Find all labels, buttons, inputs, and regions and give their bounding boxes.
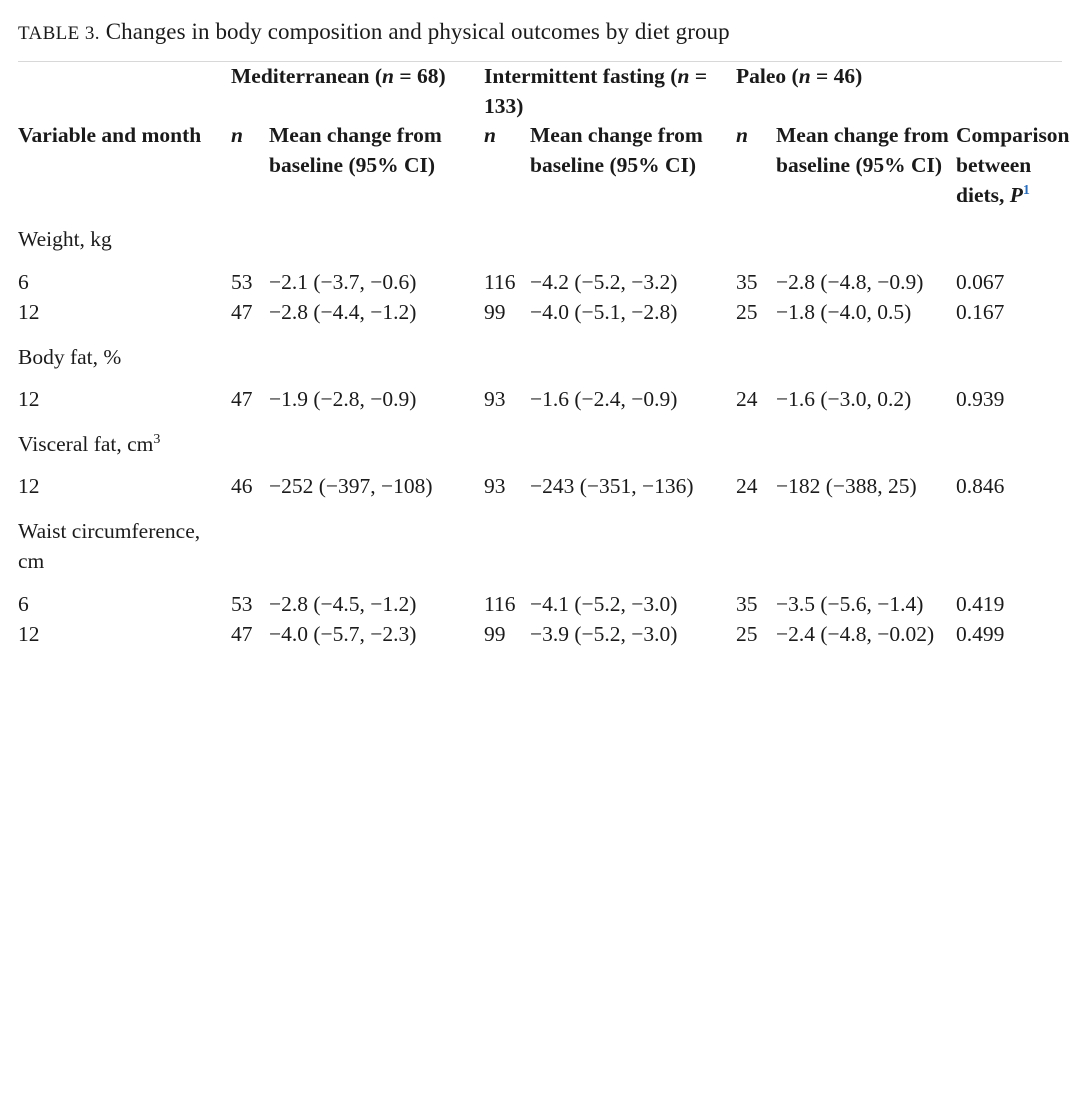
table-row	[18, 589, 1062, 620]
mean-change-mediterranean: −2.1 (−3.7, −0.6)	[269, 269, 417, 294]
n-paleo: 35	[736, 269, 758, 294]
mean-change-intermittent-fasting: −4.0 (−5.1, −2.8)	[530, 300, 678, 325]
comparison-p-italic: P	[1009, 182, 1023, 207]
n-mediterranean: 53	[231, 269, 253, 294]
table-row	[18, 384, 1062, 415]
section-label: Visceral fat, $cm^3$	[18, 431, 161, 456]
group-header-spacer-right	[956, 62, 1062, 122]
mean-change-intermittent-fasting: −4.2 (−5.2, −3.2)	[530, 269, 678, 294]
n-paleo: 24	[736, 387, 758, 412]
mean-change-paleo: −1.6 (−3.0, 0.2)	[776, 387, 912, 412]
n-intermittent-fasting: 99	[484, 622, 506, 647]
column-header-n-2: n	[484, 123, 496, 148]
group-1-n-rest: = 133)	[484, 64, 708, 118]
mean-change-paleo: −2.8 (−4.8, −0.9)	[776, 269, 924, 294]
p-value: 0.939	[956, 387, 1005, 412]
column-header-n-3: n	[736, 123, 748, 148]
n-mediterranean: 47	[231, 300, 253, 325]
column-header-mean-change-2: Mean change from baseline (95% CI)	[530, 123, 703, 178]
table-body	[18, 210, 1062, 650]
group-header-spacer	[18, 62, 231, 122]
table-row	[18, 267, 1062, 298]
group-0-name: Mediterranean (	[231, 64, 383, 89]
table-section-row	[18, 502, 1062, 589]
mean-change-mediterranean: −2.8 (−4.4, −1.2)	[269, 300, 417, 325]
mean-change-mediterranean: −1.9 (−2.8, −0.9)	[269, 387, 417, 412]
mean-change-mediterranean: −2.8 (−4.5, −1.2)	[269, 591, 417, 616]
n-intermittent-fasting: 93	[484, 387, 506, 412]
table-section-row	[18, 415, 1062, 472]
n-paleo: 24	[736, 474, 758, 499]
mean-change-paleo: −3.5 (−5.6, −1.4)	[776, 591, 924, 616]
table-row	[18, 619, 1062, 650]
mean-change-intermittent-fasting: −1.6 (−2.4, −0.9)	[530, 387, 678, 412]
group-0-n-italic: n	[382, 64, 395, 89]
table-section-row	[18, 210, 1062, 267]
section-row-filler	[231, 328, 1062, 385]
p-value: 0.846	[956, 474, 1005, 499]
group-2-name: Paleo (	[736, 64, 799, 89]
mean-change-intermittent-fasting: −4.1 (−5.2, −3.0)	[530, 591, 678, 616]
month-cell: 12	[18, 622, 40, 647]
section-row-filler	[231, 415, 1062, 472]
n-intermittent-fasting: 116	[484, 269, 516, 294]
n-paleo: 25	[736, 622, 758, 647]
n-intermittent-fasting: 116	[484, 591, 516, 616]
n-mediterranean: 47	[231, 622, 253, 647]
mean-change-intermittent-fasting: −243 (−351, −136)	[530, 474, 694, 499]
group-0-n-rest: = 68)	[394, 64, 446, 89]
mean-change-mediterranean: −252 (−397, −108)	[269, 474, 433, 499]
n-paleo: 35	[736, 591, 758, 616]
results-table	[18, 61, 1070, 650]
footnote-link-1[interactable]: 1	[1022, 182, 1030, 198]
mean-change-intermittent-fasting: −3.9 (−5.2, −3.0)	[530, 622, 678, 647]
table-row	[18, 471, 1062, 502]
month-cell: 6	[18, 269, 29, 294]
p-value: 0.499	[956, 622, 1005, 647]
mean-change-paleo: −182 (−388, 25)	[776, 474, 917, 499]
table-caption-text: Changes in body composition and physical outcomes by diet group	[99, 19, 730, 44]
group-1-n-italic: n	[677, 64, 690, 89]
n-intermittent-fasting: 93	[484, 474, 506, 499]
n-intermittent-fasting: 99	[484, 300, 506, 325]
n-mediterranean: 46	[231, 474, 253, 499]
month-cell: 12	[18, 387, 40, 412]
column-header-row	[18, 121, 1062, 210]
group-header-intermittent-fasting	[484, 62, 736, 122]
table-head	[18, 62, 1070, 211]
n-paleo: 25	[736, 300, 758, 325]
month-cell: 12	[18, 474, 40, 499]
n-mediterranean: 47	[231, 387, 253, 412]
section-row-filler	[231, 210, 1062, 267]
table-row	[18, 297, 1062, 328]
group-1-name: Intermittent fasting (	[484, 64, 678, 89]
mean-change-paleo: −2.4 (−4.8, −0.02)	[776, 622, 935, 647]
section-row-filler	[231, 502, 1062, 589]
section-label: Waist circumference, cm	[18, 518, 201, 574]
table-caption-label: TABLE 3.	[18, 23, 100, 44]
group-header-row	[18, 62, 1062, 122]
mean-change-mediterranean: −4.0 (−5.7, −2.3)	[269, 622, 417, 647]
group-header-mediterranean	[231, 62, 484, 122]
table-caption	[18, 10, 1062, 61]
group-header-paleo	[736, 62, 956, 122]
table-section-row	[18, 328, 1062, 385]
month-cell: 6	[18, 591, 29, 616]
n-mediterranean: 53	[231, 591, 253, 616]
section-label-superscript: 3	[153, 431, 161, 447]
comparison-text: Comparison between diets,	[956, 123, 1070, 207]
month-cell: 12	[18, 300, 40, 325]
mean-change-paleo: −1.8 (−4.0, 0.5)	[776, 300, 912, 325]
p-value: 0.067	[956, 269, 1005, 294]
column-header-mean-change-1: Mean change from baseline (95% CI)	[269, 123, 442, 178]
column-header-n-1: n	[231, 123, 243, 148]
section-label: Weight, kg	[18, 227, 112, 252]
p-value: 0.419	[956, 591, 1005, 616]
column-header-mean-change-3: Mean change from baseline (95% CI)	[776, 123, 949, 178]
section-label: Body fat, %	[18, 344, 122, 369]
column-header-variable: Variable and month	[18, 123, 202, 148]
group-2-n-rest: = 46)	[810, 64, 863, 89]
column-header-comparison	[956, 121, 1070, 210]
group-2-n-italic: n	[798, 64, 811, 89]
p-value: 0.167	[956, 300, 1005, 325]
